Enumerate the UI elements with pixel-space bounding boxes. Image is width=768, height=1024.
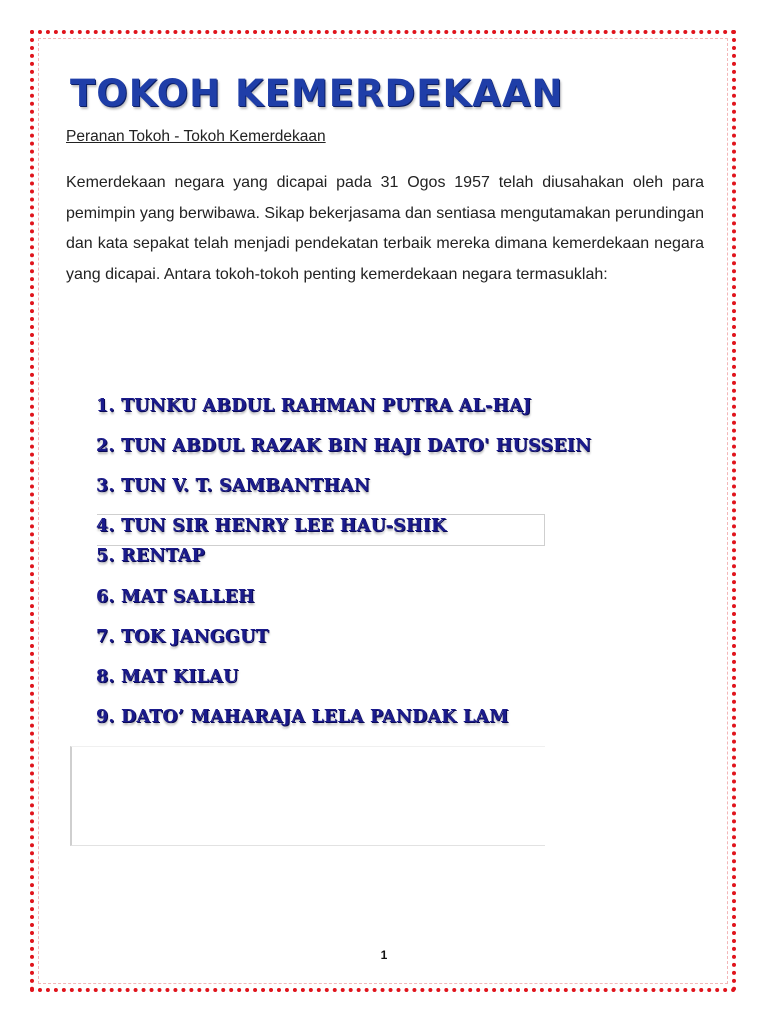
list-item: 3. TUN V. T. SAMBANTHAN bbox=[96, 476, 371, 496]
table-line-right bbox=[544, 514, 545, 546]
page-title: TOKOH KEMERDEKAAN bbox=[70, 72, 564, 115]
list-item: 6. MAT SALLEH bbox=[96, 587, 255, 607]
subtitle: Peranan Tokoh - Tokoh Kemerdekaan bbox=[66, 128, 326, 145]
list-item: 9. DATO’ MAHARAJA LELA PANDAK LAM bbox=[96, 707, 509, 727]
list-item: 8. MAT KILAU bbox=[96, 667, 239, 687]
list-item: 4. TUN SIR HENRY LEE HAU-SHIK bbox=[96, 516, 447, 536]
page-number: 1 bbox=[380, 948, 388, 962]
table-line-top bbox=[97, 514, 545, 515]
list-item: 5. RENTAP bbox=[96, 546, 205, 566]
intro-paragraph: Kemerdekaan negara yang dicapai pada 31 Ogos 1957 telah diusahakan oleh para pemimpin yang berwibawa. Sikap bekerjasama dan sentiasa mengutamakan perundingan dan kata sepakat telah menjadi pendekatan terbaik mereka dimana kemerdekaan negara yang dicapai. Antara tokoh-tokoh penting kemerdekaan negara termasuklah: bbox=[66, 174, 704, 283]
list-item: 1. TUNKU ABDUL RAHMAN PUTRA AL-HAJ bbox=[96, 396, 532, 416]
list-item: 7. TOK JANGGUT bbox=[96, 627, 269, 647]
list-item: 2. TUN ABDUL RAZAK BIN HAJI DATO' HUSSEIN bbox=[96, 436, 592, 456]
empty-box bbox=[70, 746, 545, 846]
